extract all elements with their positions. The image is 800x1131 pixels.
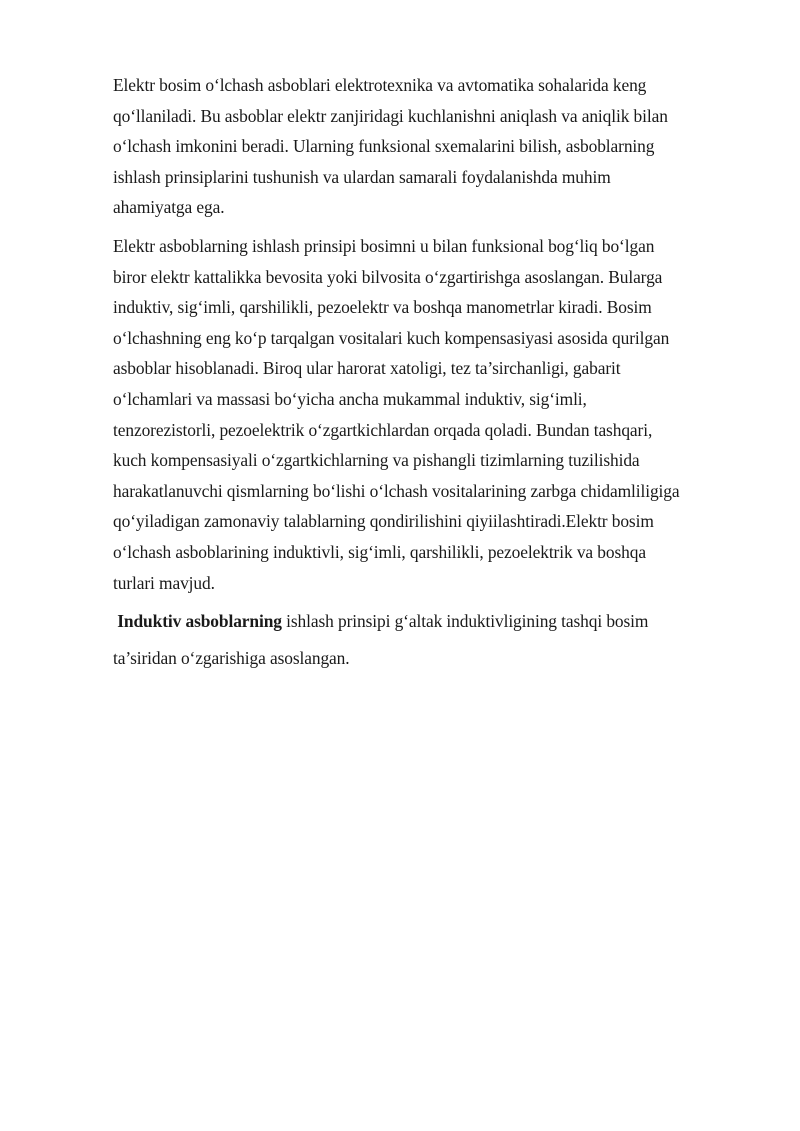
text-line: ta’siridan o‘zgarishiga asoslangan.	[113, 648, 350, 669]
text-line: o‘lchashning eng ko‘p tarqalgan vositalari kuch kompensasiyasi asosida qurilgan	[113, 327, 670, 348]
document-body	[113, 70, 743, 688]
text-line: o‘lchash asboblarining induktivli, sig‘imli, qarshilikli, pezoelektrik va boshqa	[113, 541, 646, 562]
text-line: biror elektr kattalikka bevosita yoki bilvosita o‘zgartirishga asoslangan. Bularga	[113, 266, 663, 287]
text-run: ishlash prinsipi g‘altak induktivligining tashqi bosim	[281, 611, 649, 632]
paragraph-principle	[113, 231, 743, 598]
paragraph-inductive	[113, 606, 743, 680]
text-line: qo‘llaniladi. Bu asboblar elektr zanjiridagi kuchlanishni aniqlash va aniqlik bilan	[113, 105, 668, 126]
bold-term: Induktiv asboblarning	[117, 611, 282, 632]
text-line: ahamiyatga ega.	[113, 197, 225, 218]
text-line: ishlash prinsiplarini tushunish va ulardan samarali foydalanishda muhim	[113, 166, 611, 187]
text-line	[113, 606, 743, 643]
text-line: Elektr bosim o‘lchash asboblari elektrotexnika va avtomatika sohalarida keng	[113, 75, 647, 95]
text-line: tenzorezistorli, pezoelektrik o‘zgartkichlardan orqada qoladi. Bundan tashqari,	[113, 419, 653, 440]
text-line: Elektr asboblarning ishlash prinsipi bosimni u bilan funksional bog‘liq bo‘lgan	[113, 235, 655, 256]
text-line: asboblar hisoblanadi. Biroq ular harorat xatoligi, tez ta’sirchanligi, gabarit	[113, 358, 621, 379]
text-line: harakatlanuvchi qismlarning bo‘lishi o‘lchash vositalarining zarbga chidamliligiga	[113, 480, 680, 501]
text-line: turlari mavjud.	[113, 572, 215, 593]
text-line: o‘lchash imkonini beradi. Ularning funksional sxemalarini bilish, asboblarning	[113, 136, 655, 157]
text-line: kuch kompensasiyali o‘zgartkichlarning va pishangli tizimlarning tuzilishida	[113, 450, 640, 471]
paragraph-intro	[113, 70, 743, 223]
text-line: qo‘yiladigan zamonaviy talablarning qondirilishini qiyiilashtiradi.Elektr bosim	[113, 511, 654, 532]
text-line: o‘lchamlari va massasi bo‘yicha ancha mukammal induktiv, sig‘imli,	[113, 388, 587, 409]
text-line: induktiv, sig‘imli, qarshilikli, pezoelektr va boshqa manometrlar kiradi. Bosim	[113, 297, 652, 318]
